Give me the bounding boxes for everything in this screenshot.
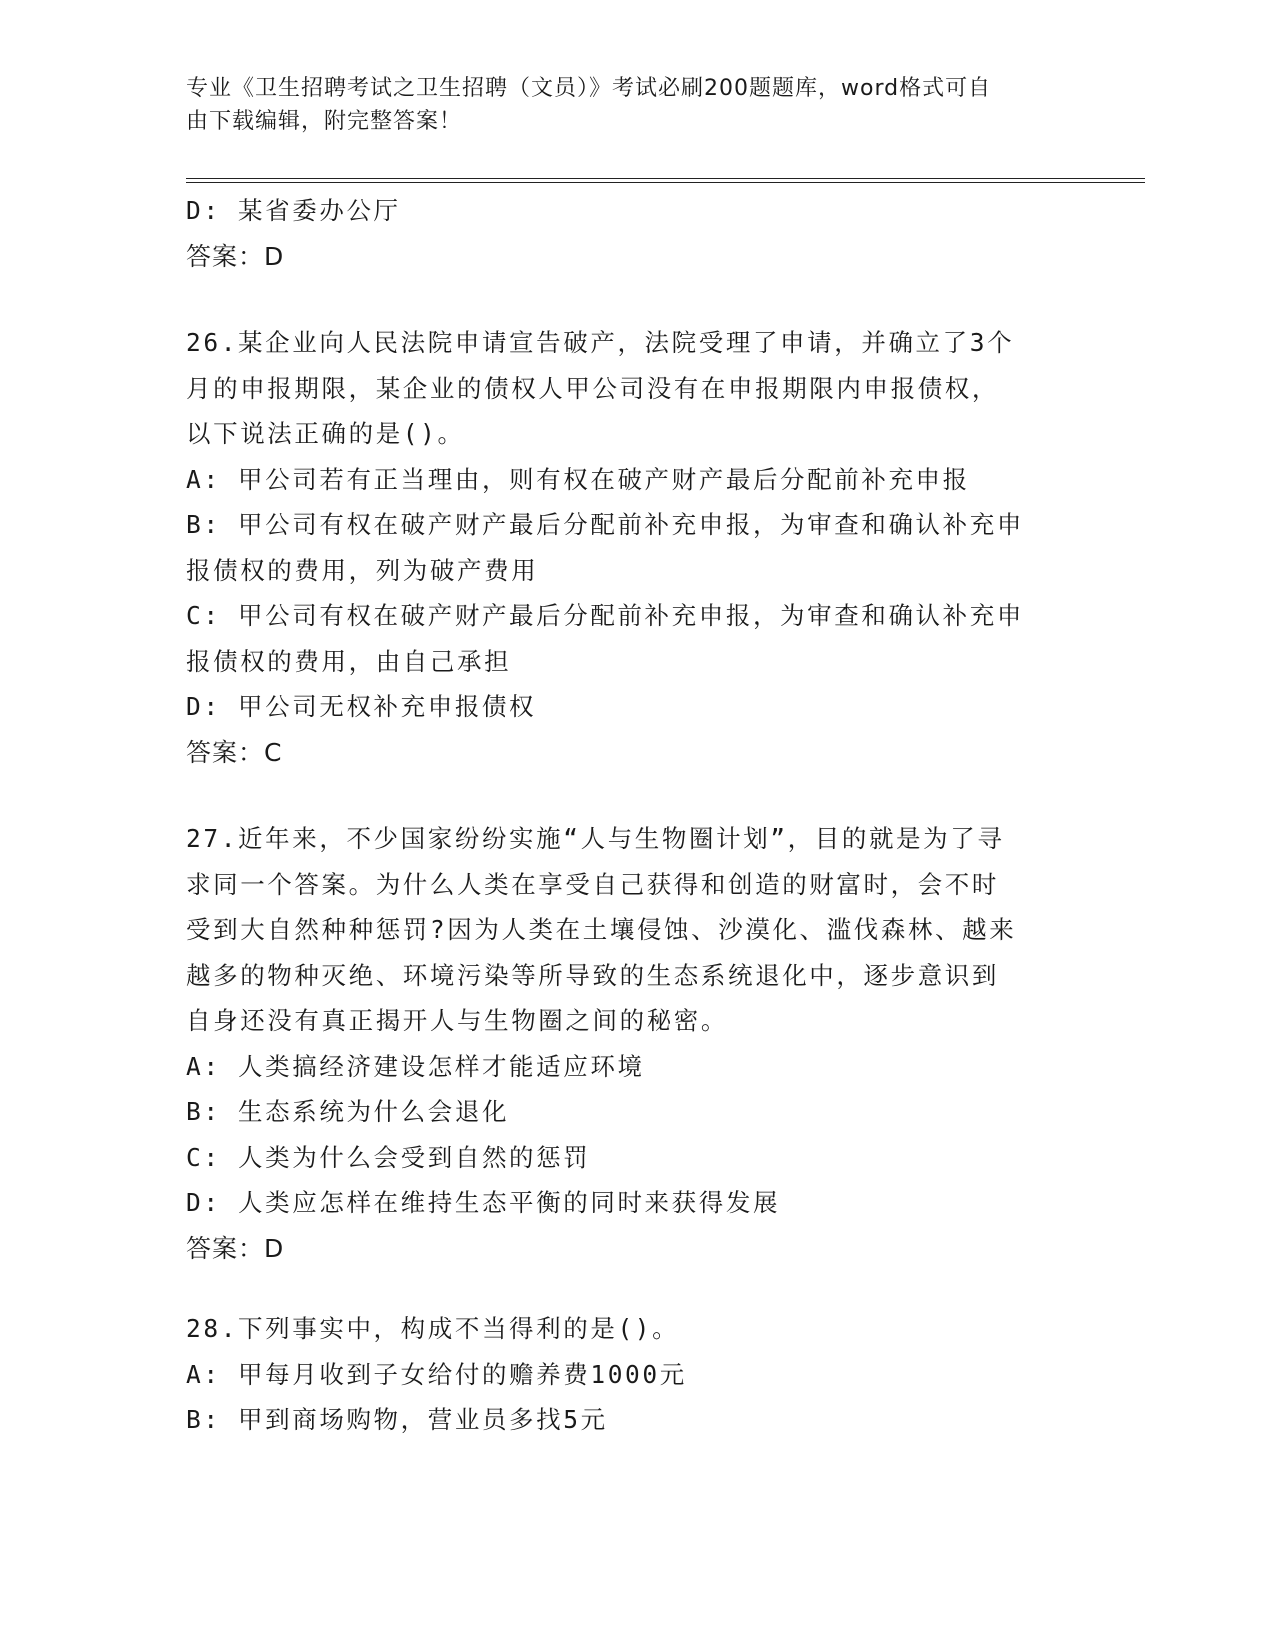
page-header [186,72,1066,138]
answer-line: 答案：D [186,1233,285,1263]
answer-line: 答案：D [186,241,285,271]
header-line-2: 由下载编辑，附完整答案！ [186,109,463,134]
question-stem-line: 求同一个答案。为什么人类在享受自己获得和创造的财富时，会不时 [186,869,999,899]
question-28 [186,1306,1086,1443]
question-stem-line: 28.下列事实中，构成不当得利的是()。 [186,1314,680,1343]
option-b-line-2: 报债权的费用，列为破产费用 [186,555,539,585]
question-stem-line: 以下说法正确的是()。 [186,419,465,448]
question-stem-line: 自身还没有真正揭开人与生物圈之间的秘密。 [186,1006,728,1035]
option-d: D: 人类应怎样在维持生态平衡的同时来获得发展 [186,1188,781,1217]
question-stem-line: 月的申报期限，某企业的债权人甲公司没有在申报期限内申报债权， [186,373,999,403]
option-a: A: 人类搞经济建设怎样才能适应环境 [186,1051,645,1081]
question-25-tail [186,188,1086,279]
option-c-line-2: 报债权的费用，由自己承担 [186,646,512,676]
header-divider-top [186,178,1145,179]
option-c-line-1: C: 甲公司有权在破产财产最后分配前补充申报，为审查和确认补充申 [186,601,1024,630]
option-b: B: 生态系统为什么会退化 [186,1097,510,1126]
option-d: D: 某省委办公厅 [186,196,401,225]
header-line-1: 专业《卫生招聘考试之卫生招聘（文员）》考试必刷200题题库，word格式可自 [186,76,992,101]
question-stem-line: 受到大自然种种惩罚?因为人类在土壤侵蚀、沙漠化、滥伐森林、越来 [186,915,1017,944]
option-a: A: 甲每月收到子女给付的赡养费1000元 [186,1359,687,1389]
option-c: C: 人类为什么会受到自然的惩罚 [186,1142,591,1172]
option-b: B: 甲到商场购物，营业员多找5元 [186,1405,608,1434]
question-stem-line: 越多的物种灭绝、环境污染等所导致的生态系统退化中，逐步意识到 [186,960,999,990]
option-a: A: 甲公司若有正当理由，则有权在破产财产最后分配前补充申报 [186,464,970,494]
question-stem-line: 27.近年来，不少国家纷纷实施“人与生物圈计划”，目的就是为了寻 [186,824,1005,853]
question-content [186,188,1086,1443]
question-27 [186,816,1086,1271]
option-d: D: 甲公司无权补充申报债权 [186,692,537,721]
option-b-line-1: B: 甲公司有权在破产财产最后分配前补充申报，为审查和确认补充申 [186,510,1024,539]
question-stem-line: 26.某企业向人民法院申请宣告破产，法院受理了申请，并确立了3个 [186,328,1015,357]
answer-line: 答案：C [186,737,283,767]
header-divider-bottom [186,182,1145,183]
question-26 [186,320,1086,775]
